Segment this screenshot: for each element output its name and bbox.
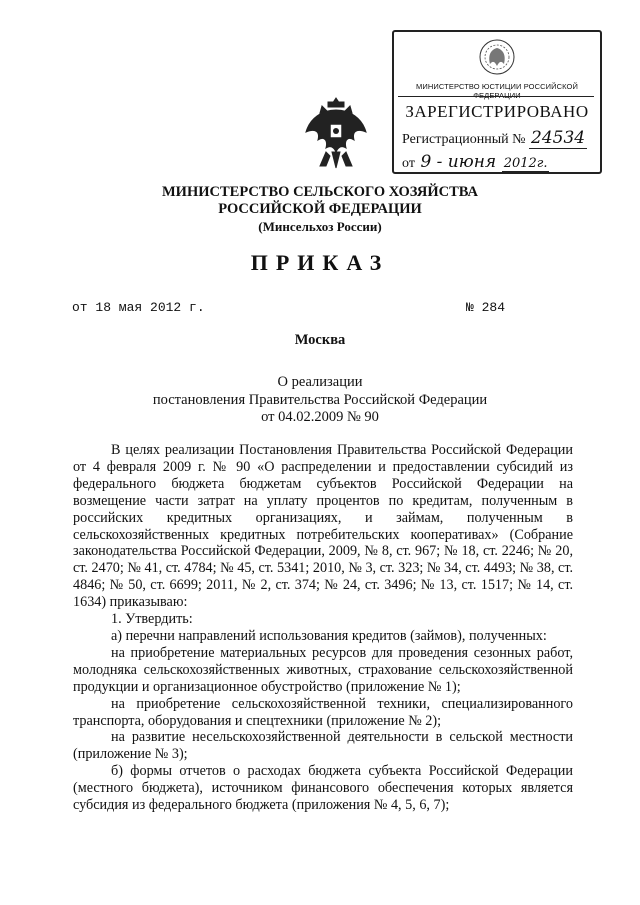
item-1a-list-2: на приобретение сельскохозяйственной техники, специализированного транспорта, оборудования и спецтехники (приложение № 2); <box>73 695 573 729</box>
order-date: от 18 мая 2012 г. <box>72 300 205 315</box>
stamp-date: 9 - июня <box>420 152 497 172</box>
ministry-abbr: (Минсельхоз России) <box>258 219 382 234</box>
ministry-header <box>0 184 640 235</box>
coat-of-arms-emblem <box>302 92 370 170</box>
ministry-name-line1: МИНИСТЕРСТВО СЕЛЬСКОГО ХОЗЯЙСТВА <box>162 184 478 200</box>
stamp-date-row <box>402 152 549 173</box>
item-1a-list-3: на развитие несельскохозяйственной деятельности в сельской местности (приложение № 3); <box>73 729 573 763</box>
order-subject <box>0 374 640 427</box>
preamble-paragraph: В целях реализации Постановления Правительства Российской Федерации от 4 февраля 2009 г. № 90 «О распределении и предоставлении субсидий из федерального бюджета бюджетам субъектов Российской Федерации на возмещение части затрат на уплату процентов по кредитам, полученным в российских кредитных организациях, и займам, полученным в сельскохозяйственных кредитных потребительских кооперативах» (Собрание законодательства Российской Федерации, 2009, № 8, ст. 967; № 18, ст. 2246; № 20, ст. 2470; № 41, ст. 4784; № 45, ст. 5341; 2010, № 3, ст. 323; № 34, ст. 4493; № 38, ст. 4846; № 50, ст. 6699; 2011, № 2, ст. 374; № 24, ст. 3496; № 13, ст. 1517; № 14, ст. 1634) приказываю: <box>73 442 574 611</box>
stamp-registered: ЗАРЕГИСТРИРОВАНО <box>405 102 589 121</box>
subject-line2: постановления Правительства Российской Федерации <box>152 391 488 408</box>
stamp-reg-number: 24534 <box>531 128 586 148</box>
order-number: № 284 <box>466 300 506 315</box>
subject-line1: О реализации <box>277 374 363 390</box>
stamp-reg-row <box>402 128 587 149</box>
subject-line3: от 04.02.2009 № 90 <box>261 409 379 425</box>
order-body <box>73 442 573 814</box>
item-1b: б) формы отчетов о расходах бюджета субъекта Российской Федерации (местного бюджета), источником финансового обеспечения которых является субсидия из федерального бюджета (приложения № 4, 5, 6, 7); <box>73 763 573 814</box>
ministry-name-line2: РОССИЙСКОЙ ФЕДЕРАЦИИ <box>218 201 422 217</box>
stamp-ministry: МИНИСТЕРСТВО ЮСТИЦИИ РОССИЙСКОЙ ФЕДЕРАЦИИ <box>416 82 578 100</box>
stamp-year: 2012г. <box>503 156 548 171</box>
registration-stamp <box>392 30 602 174</box>
item-1a: а) перечни направлений использования кредитов (займов), полученных: <box>111 627 547 644</box>
stamp-divider <box>398 96 594 97</box>
stamp-date-prefix: от <box>402 156 415 171</box>
city: Москва <box>294 332 346 348</box>
stamp-reg-label: Регистрационный № <box>402 132 526 147</box>
doc-type-title: ПРИКАЗ <box>250 250 390 275</box>
seal-icon <box>478 38 516 76</box>
item-1: 1. Утвердить: <box>111 611 193 628</box>
item-1a-list-1: на приобретение материальных ресурсов для проведения сезонных работ, молодняка сельскохозяйственных животных, страхование сельскохозяйственной продукции и организационное обустройство (приложение № 1); <box>73 644 573 695</box>
